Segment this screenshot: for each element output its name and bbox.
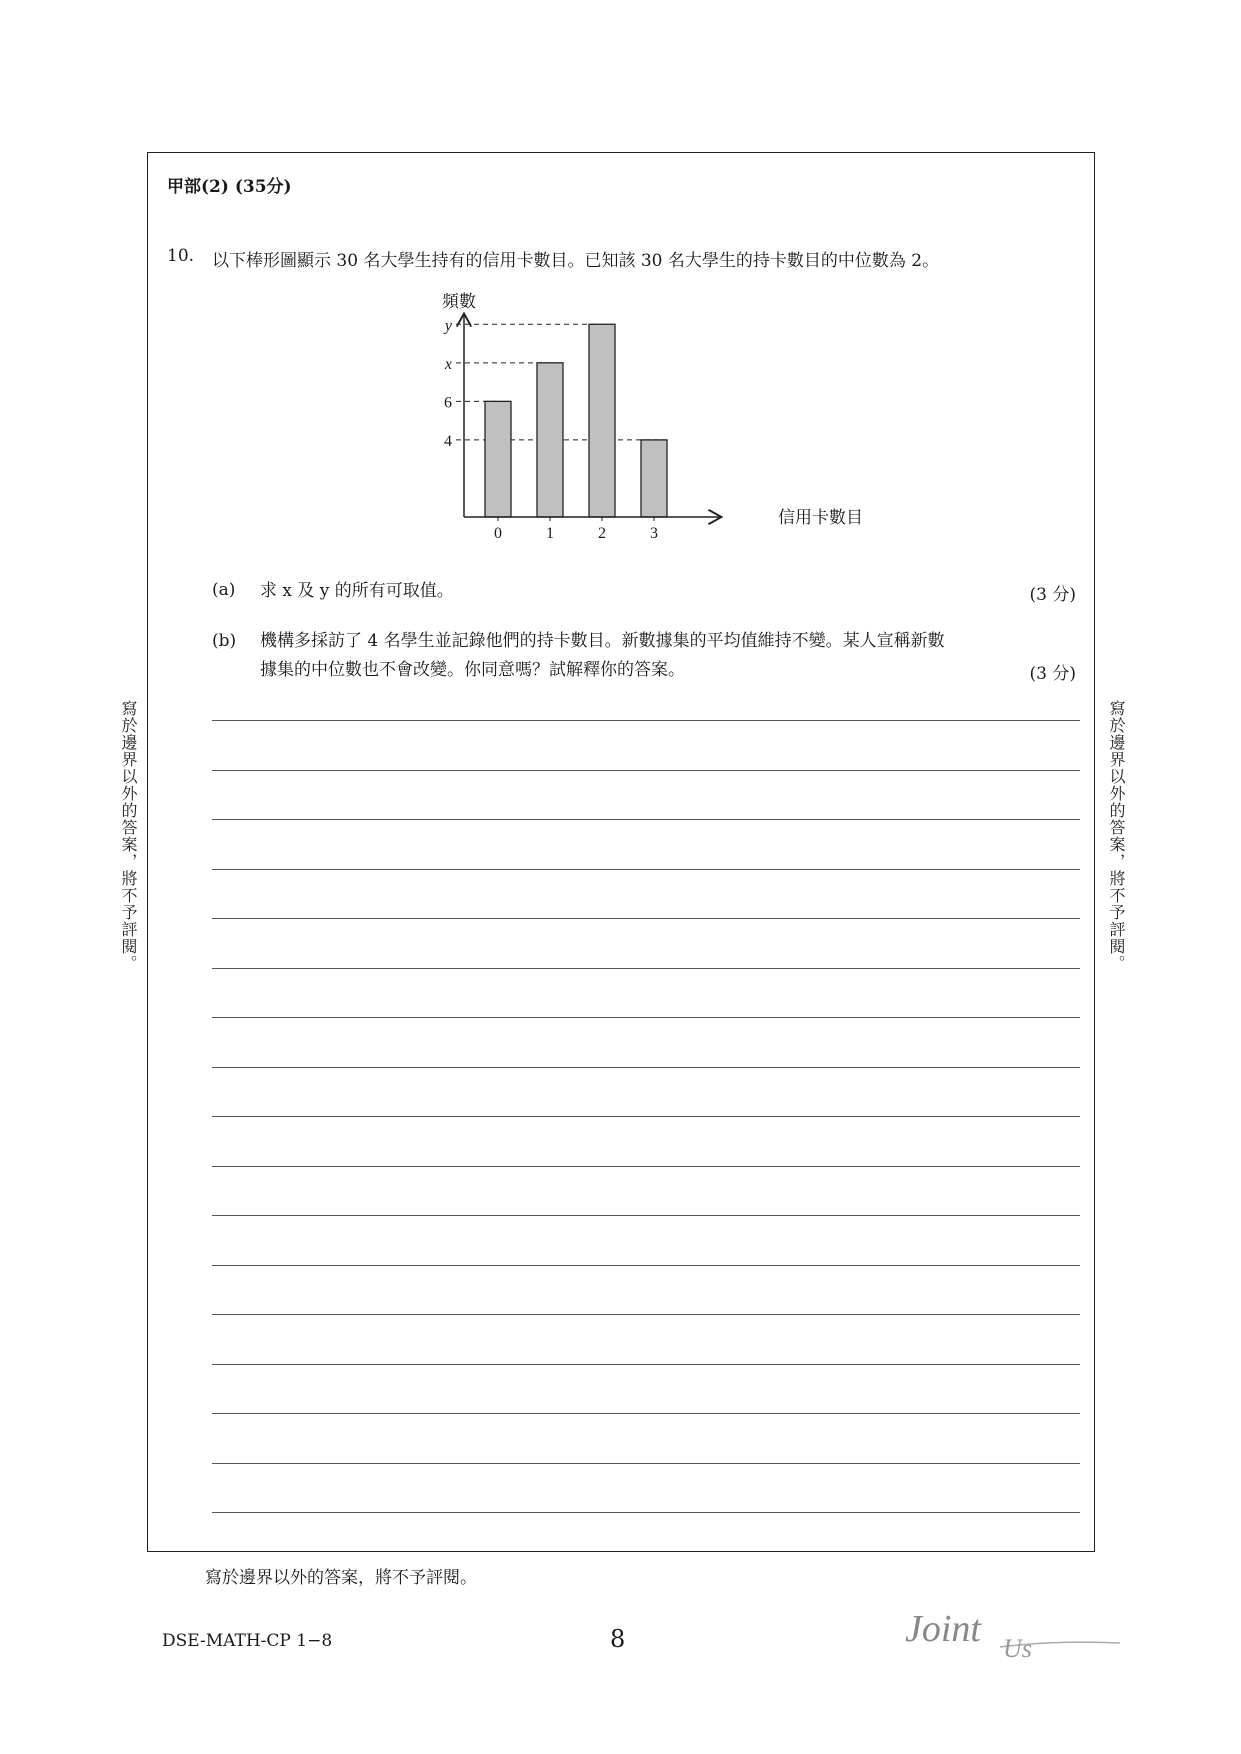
answer-line[interactable] <box>212 1017 1080 1018</box>
bar-0 <box>485 401 511 517</box>
x-tick-label: 1 <box>546 525 554 542</box>
part-b-text-line-1: 機構多採訪了 4 名學生並記錄他們的持卡數目。新數據集的平均值維持不變。某人宣稱新數 <box>260 631 945 651</box>
answer-line[interactable] <box>212 869 1080 870</box>
left-margin-note: 寫於邊界以外的答案，將不予評閱。 <box>119 700 138 972</box>
answer-line[interactable] <box>212 918 1080 919</box>
part-a-marks: (3 分) <box>1029 585 1076 605</box>
answer-line[interactable] <box>212 770 1080 771</box>
answer-line[interactable] <box>212 1413 1080 1414</box>
part-b-label: (b) <box>212 631 237 651</box>
answer-line[interactable] <box>212 968 1080 969</box>
y-axis-label: 頻數 <box>442 292 476 311</box>
answer-line[interactable] <box>212 1512 1080 1513</box>
part-a-text: 求 x 及 y 的所有可取值。 <box>260 581 454 601</box>
y-tick-label: x <box>444 355 452 373</box>
answer-line[interactable] <box>212 1364 1080 1365</box>
part-b-text-line-2: 據集的中位數也不會改變。你同意嗎？試解釋你的答案。 <box>260 660 685 680</box>
answer-line[interactable] <box>212 1215 1080 1216</box>
x-tick-label: 2 <box>598 525 606 542</box>
answer-line[interactable] <box>212 1463 1080 1464</box>
right-margin-note: 寫於邊界以外的答案，將不予評閱。 <box>1107 700 1126 972</box>
x-tick-label: 3 <box>650 525 658 542</box>
answer-line[interactable] <box>212 1067 1080 1068</box>
bar-2 <box>589 324 615 517</box>
bar-1 <box>537 363 563 517</box>
y-tick-label: y <box>444 317 452 335</box>
logo-text-main: Joint <box>905 1608 981 1650</box>
answer-line[interactable] <box>212 1314 1080 1315</box>
section-title: 甲部(2) (35分) <box>167 177 292 197</box>
bar-chart <box>420 285 880 545</box>
page-number: 8 <box>610 1625 626 1653</box>
part-b-marks: (3 分) <box>1029 664 1076 684</box>
question-text: 以下棒形圖顯示 30 名大學生持有的信用卡數目。已知該 30 名大學生的持卡數目的中位數為 2。 <box>212 251 940 271</box>
x-tick-label: 0 <box>494 525 502 542</box>
answer-line[interactable] <box>212 720 1080 721</box>
answer-line[interactable] <box>212 1265 1080 1266</box>
part-a-label: (a) <box>212 580 236 600</box>
bottom-margin-note: 寫於邊界以外的答案，將不予評閱。 <box>205 1568 477 1588</box>
answer-line[interactable] <box>212 1166 1080 1167</box>
x-axis-label: 信用卡數目 <box>778 508 863 527</box>
y-tick-label: 4 <box>444 432 452 450</box>
exam-code: DSE-MATH-CP 1−8 <box>162 1631 333 1651</box>
joint-us-logo <box>905 1605 1125 1665</box>
y-tick-label: 6 <box>444 394 452 412</box>
bar-3 <box>641 440 667 517</box>
answer-line[interactable] <box>212 1116 1080 1117</box>
answer-line[interactable] <box>212 819 1080 820</box>
logo-text-sub: Us <box>1003 1634 1032 1663</box>
question-number: 10. <box>167 246 195 266</box>
